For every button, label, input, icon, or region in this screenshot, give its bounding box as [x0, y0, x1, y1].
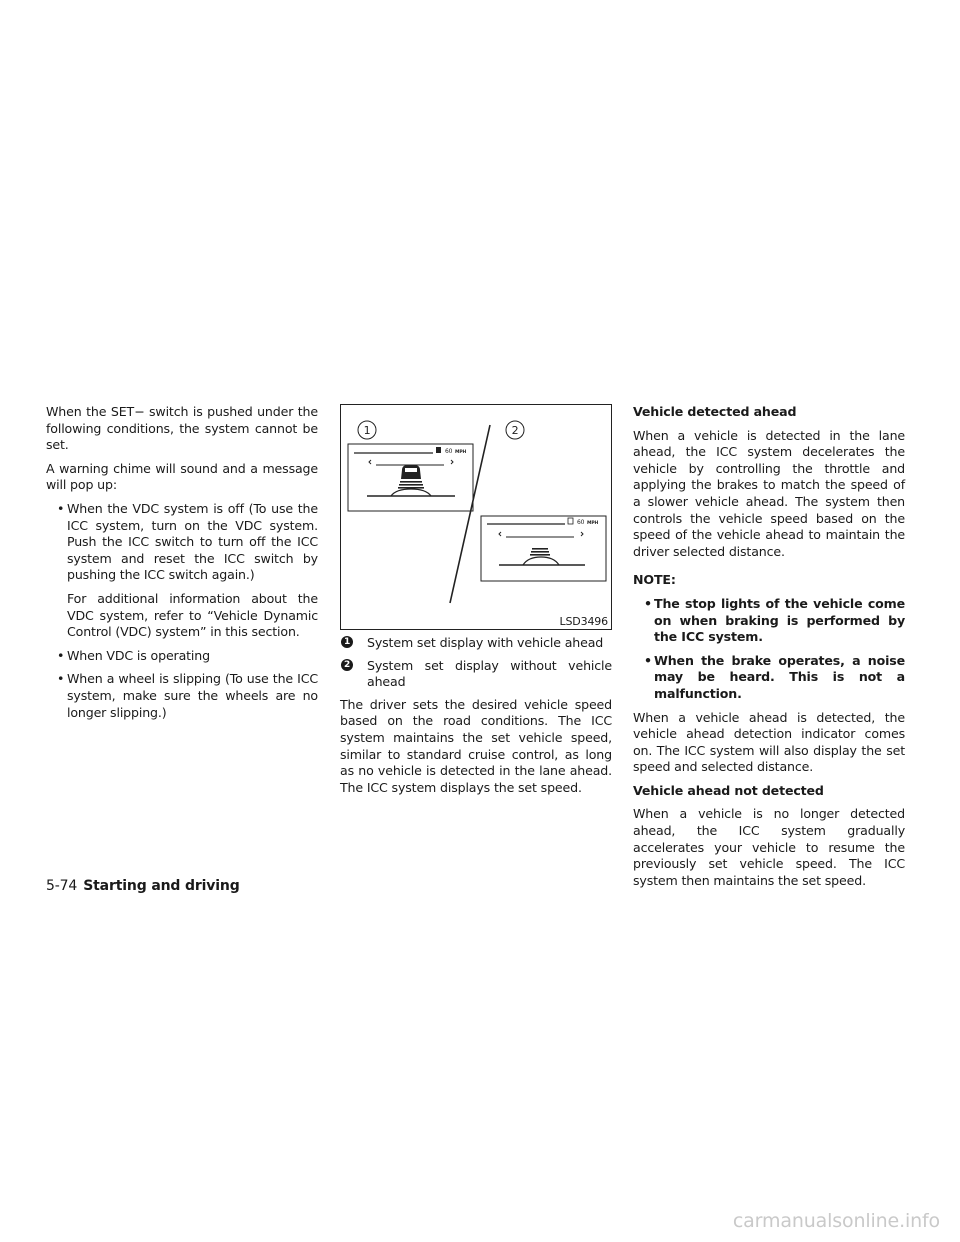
display-2-unit: MPH [587, 521, 599, 526]
vehicle-not-detected-paragraph: When a vehicle is no longer detected ahead, the ICC system gradually accelerates your vehicle to resume the previously set vehicle speed. The ICC system then maintains the set speed. [633, 806, 905, 888]
display-2-right-chevron-icon [581, 532, 583, 536]
display-1-icc-icon [436, 447, 441, 453]
list-item [46, 671, 318, 721]
display-1-own-vehicle-icon [391, 489, 431, 496]
display-1-gap-bar [399, 484, 423, 486]
display-1-speed: 60 [445, 448, 453, 455]
display-1-vehicle-window [405, 468, 417, 472]
list-item-text: When VDC is operating [67, 647, 210, 663]
driver-sets-speed-paragraph: The driver sets the desired vehicle speed based on the road conditions. The ICC system maintains the set vehicle speed, similar to standard cruise control, as long as no vehicle is detected in the lane ahead. The ICC system displays the set speed. [340, 696, 612, 795]
caption-2-text: System set display without vehicle ahead [367, 657, 612, 690]
caption-1-number: 1 [341, 636, 353, 648]
list-item [46, 501, 318, 641]
watermark: carmanualsonline.info [732, 1210, 940, 1232]
display-2-gap-bar [531, 551, 549, 553]
section-title: Starting and driving [83, 878, 240, 894]
middle-column [340, 404, 612, 803]
icc-display-illustration [341, 405, 611, 629]
display-2-speed: 60 [577, 519, 585, 526]
display-2-icc-icon [568, 518, 573, 524]
figure-code: LSD3496 [559, 615, 608, 628]
list-item [633, 653, 905, 703]
page-number: 5-74 [46, 878, 78, 894]
caption-1-text: System set display with vehicle ahead [367, 635, 604, 650]
figure-caption-1 [340, 635, 612, 652]
caption-2-number: 2 [341, 659, 353, 671]
page-footer [46, 878, 240, 894]
right-column [633, 404, 905, 896]
list-item [46, 648, 318, 665]
warning-paragraph: A warning chime will sound and a message will pop up: [46, 460, 318, 493]
figure-caption-2 [340, 658, 612, 691]
list-item [633, 596, 905, 646]
callout-1-label: 1 [363, 424, 371, 437]
list-item-text: When the VDC system is off (To use the ICC system, turn on the VDC system. Push the ICC switch to turn off the ICC system and reset the ICC switch by pushing the ICC switch again.) [67, 500, 318, 583]
vehicle-detected-heading: Vehicle detected ahead [633, 404, 797, 419]
display-2-gap-bar [532, 548, 548, 550]
display-2-own-vehicle-icon [523, 557, 559, 565]
display-1-gap-bar [398, 487, 424, 489]
display-1-unit: MPH [455, 450, 467, 455]
vehicle-detected-paragraph: When a vehicle is detected in the lane ahead, the ICC system decelerates the vehicle by controlling the throttle and applying the brakes to match the speed of a slower vehicle ahead. The system then controls the vehicle speed based on the speed of the vehicle ahead to maintain the driver selected distance. [633, 427, 905, 559]
left-column [46, 404, 318, 728]
note-label: NOTE: [633, 572, 676, 588]
condition-list [46, 501, 318, 721]
intro-paragraph: When the SET− switch is pushed under the following conditions, the system cannot be set. [46, 404, 318, 453]
note-text: The stop lights of the vehicle come on when braking is performed by the ICC system. [654, 595, 905, 645]
list-item-text: When a wheel is slipping (To use the ICC system, make sure the wheels are no longer slipping.) [67, 671, 318, 720]
note-list [633, 596, 905, 703]
vehicle-not-detected-heading: Vehicle ahead not detected [633, 782, 824, 798]
callout-2-label: 2 [511, 424, 519, 437]
note-text: When the brake operates, a noise may be heard. This is not a malfunction. [654, 652, 905, 701]
display-1-left-chevron-icon [369, 460, 371, 464]
vdc-reference-note: For additional information about the VDC system, refer to “Vehicle Dynamic Control (VDC) system” in this section. [67, 590, 318, 640]
icc-display-figure [340, 404, 612, 630]
display-1-gap-bar [400, 481, 422, 483]
detection-indicator-paragraph: When a vehicle ahead is detected, the vehicle ahead detection indicator comes on. The ICC system will also display the set speed and selected distance. [633, 709, 905, 775]
display-2-left-chevron-icon [499, 532, 501, 536]
display-2-gap-bar [530, 554, 550, 556]
display-1-right-chevron-icon [451, 460, 453, 464]
